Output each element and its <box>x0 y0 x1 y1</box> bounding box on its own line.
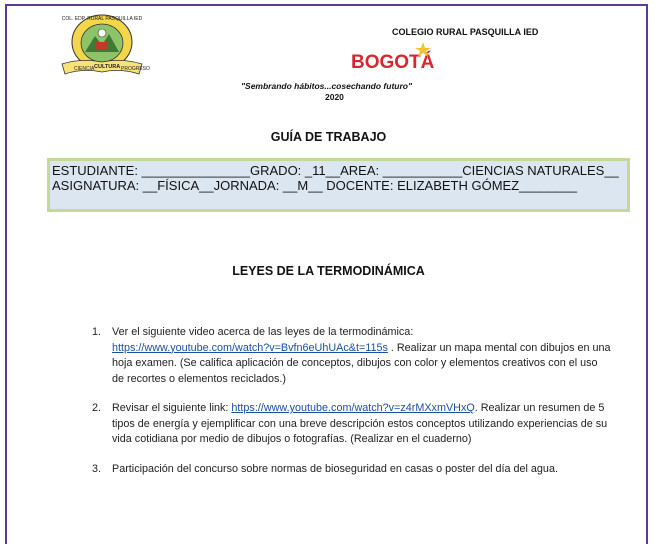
student-info-line-2: ASIGNATURA: __FÍSICA__JORNADA: __M__ DOCENTE: ELIZABETH GÓMEZ________ <box>52 178 577 193</box>
task-number: 2. <box>92 402 102 414</box>
student-info-box <box>47 158 630 212</box>
task-item-3 <box>92 462 612 478</box>
bogota-city-logo <box>351 40 441 72</box>
task-text: . Realizar un resumen de 5 tipos de energía y ejemplificar con una breve descripción estos conceptos utilizando experiencias de su vida cotidiana por medio de dibujos o fotografías. (Realizar en el cuaderno) <box>112 402 608 445</box>
document-page <box>5 4 648 544</box>
video-link-2[interactable]: https://www.youtube.com/watch?v=z4rMXxmVHxQ <box>231 402 475 414</box>
svg-text:CIENCIA: CIENCIA <box>74 66 95 72</box>
task-text: . Realizar un mapa mental con dibujos en una hoja examen. (Se califica aplicación de conceptos, dibujos con color y elementos creativos con el uso de recortes o elementos reciclados.) <box>112 341 611 385</box>
video-link-1[interactable]: https://www.youtube.com/watch?v=Bvfn6eUhUAc&t=115s <box>112 341 388 354</box>
school-name: COLEGIO RURAL PASQUILLA IED <box>392 27 539 37</box>
task-number: 3. <box>92 462 102 475</box>
task-number: 1. <box>92 326 102 338</box>
task-item-1 <box>92 325 612 387</box>
school-crest-logo <box>59 12 150 82</box>
guide-title: GUÍA DE TRABAJO <box>270 130 387 144</box>
svg-text:PROGRESO: PROGRESO <box>121 66 150 72</box>
svg-text:COL. EDP. RURAL PASQUILLA IED: COL. EDP. RURAL PASQUILLA IED <box>61 16 143 22</box>
task-item-2 <box>92 401 612 448</box>
task-list <box>92 325 612 491</box>
year: 2020 <box>325 92 344 102</box>
task-text: Participación del concurso sobre normas de bioseguridad en casas o poster del día del agua. <box>112 462 558 475</box>
topic-title: LEYES DE LA TERMODINÁMICA <box>232 264 425 278</box>
svg-text:CULTURA: CULTURA <box>94 64 121 70</box>
student-info-line-1: ESTUDIANTE: _______________GRADO: _11__AREA: ___________CIENCIAS NATURALES__ <box>52 163 619 178</box>
svg-text:BOGOTÁ: BOGOTÁ <box>351 52 435 73</box>
school-motto: "Sembrando hábitos...cosechando futuro" <box>241 81 412 91</box>
task-intro: Revisar el siguiente link: <box>112 402 232 414</box>
task-intro: Ver el siguiente video acerca de las leyes de la termodinámica: <box>112 326 414 338</box>
